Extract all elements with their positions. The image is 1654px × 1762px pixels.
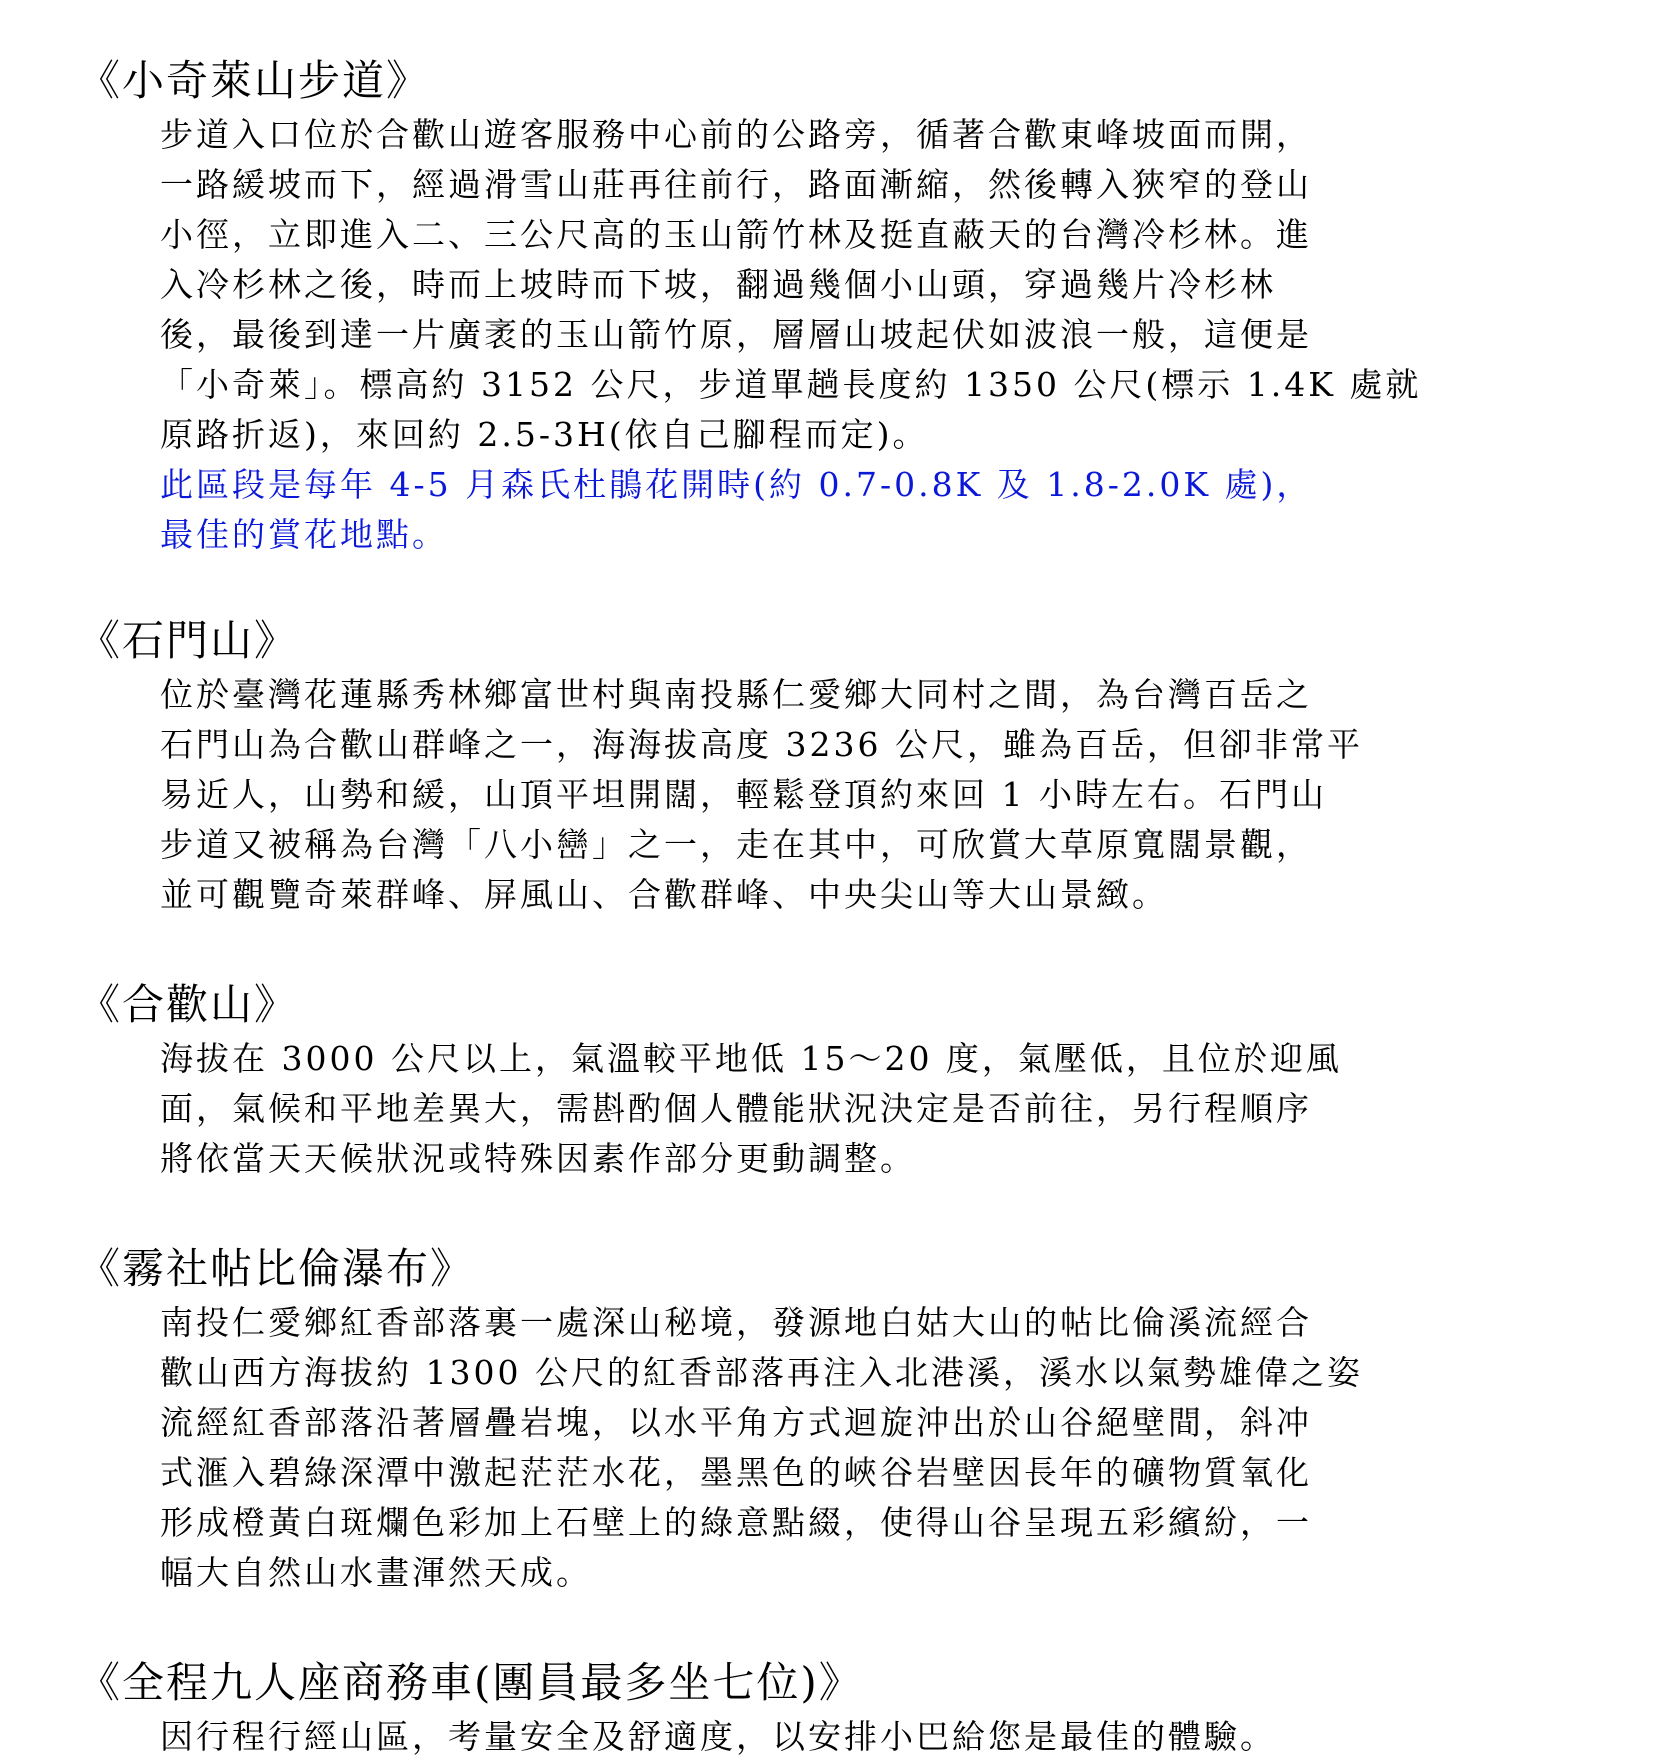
section-business-van [78, 1654, 1578, 1762]
section-spacer [78, 920, 1578, 976]
section-title: 《石門山》 [78, 616, 299, 665]
paragraph-line: 式滙入碧綠深潭中激起茫茫水花，墨黑色的峽谷岩壁因長年的礦物質氧化 [160, 1453, 1312, 1492]
paragraph-line: 步道又被稱為台灣「八小巒」之一，走在其中，可欣賞大草原寬闊景觀， [160, 825, 1312, 864]
section-spacer [78, 1184, 1578, 1240]
paragraph-line: 小徑，立即進入二、三公尺高的玉山箭竹林及挺直蔽天的台灣冷杉林。進 [160, 215, 1312, 254]
paragraph-line: 一路緩坡而下，經過滑雪山莊再往前行，路面漸縮，然後轉入狹窄的登山 [160, 165, 1312, 204]
section-body [160, 110, 1578, 560]
document-page [78, 52, 1578, 1762]
paragraph-line: 歡山西方海拔約 1300 公尺的紅香部落再注入北港溪，溪水以氣勢雄偉之姿 [160, 1353, 1363, 1392]
section-title: 《小奇萊山步道》 [78, 56, 431, 105]
paragraph-line: 石門山為合歡山群峰之一，海海拔高度 3236 公尺，雖為百岳，但卻非常平 [160, 725, 1363, 764]
section-body [160, 1298, 1578, 1598]
section-hehuan-mountain [78, 976, 1578, 1184]
section-title: 《霧社帖比倫瀑布》 [78, 1244, 475, 1293]
paragraph-line: 形成橙黃白斑爛色彩加上石壁上的綠意點綴，使得山谷呈現五彩繽紛，一 [160, 1503, 1312, 1542]
paragraph-line: 南投仁愛鄉紅香部落裏一處深山秘境，發源地白姑大山的帖比倫溪流經合 [160, 1303, 1312, 1342]
section-body [160, 1712, 1578, 1762]
paragraph-line: 海拔在 3000 公尺以上，氣溫較平地低 15～20 度，氣壓低，且位於迎風 [160, 1039, 1342, 1078]
section-spacer [78, 560, 1578, 612]
paragraph-line: 步道入口位於合歡山遊客服務中心前的公路旁，循著合歡東峰坡面而開， [160, 115, 1312, 154]
section-spacer [78, 1598, 1578, 1654]
section-xiaoqilai-trail [78, 52, 1578, 560]
paragraph-line: 流經紅香部落沿著層疊岩塊，以水平角方式迴旋沖出於山谷絕壁間，斜冲 [160, 1403, 1312, 1442]
section-title: 《合歡山》 [78, 980, 299, 1029]
section-tiebilun-waterfall [78, 1240, 1578, 1598]
paragraph-line: 入冷杉林之後，時而上坡時而下坡，翻過幾個小山頭，穿過幾片冷杉林 [160, 265, 1276, 304]
paragraph-line: 並可觀覽奇萊群峰、屏風山、合歡群峰、中央尖山等大山景緻。 [160, 875, 1168, 914]
section-body [160, 670, 1578, 920]
paragraph-line: 「小奇萊」。標高約 3152 公尺，步道單趟長度約 1350 公尺(標示 1.4K 處就 [160, 365, 1422, 404]
highlight-line: 最佳的賞花地點。 [160, 515, 448, 554]
paragraph-line: 易近人，山勢和緩，山頂平坦開闊，輕鬆登頂約來回 1 小時左右。石門山 [160, 775, 1327, 814]
highlight-line: 此區段是每年 4-5 月森氏杜鵑花開時(約 0.7-0.8K 及 1.8-2.0K 處)， [160, 465, 1313, 504]
paragraph-line: 將依當天天候狀況或特殊因素作部分更動調整。 [160, 1139, 916, 1178]
paragraph-line: 原路折返)，來回約 2.5-3H(依自己腳程而定)。 [160, 415, 929, 454]
paragraph-line: 因行程行經山區，考量安全及舒適度，以安排小巴給您是最佳的體驗。 [160, 1717, 1276, 1756]
paragraph-line: 位於臺灣花蓮縣秀林鄉富世村與南投縣仁愛鄉大同村之間，為台灣百岳之 [160, 675, 1312, 714]
paragraph-line: 幅大自然山水畫渾然天成。 [160, 1553, 592, 1592]
section-title: 《全程九人座商務車(團員最多坐七位)》 [78, 1658, 863, 1707]
section-body [160, 1034, 1578, 1184]
section-shimen-mountain [78, 612, 1578, 920]
paragraph-line: 後，最後到達一片廣袤的玉山箭竹原，層層山坡起伏如波浪一般，這便是 [160, 315, 1312, 354]
paragraph-line: 面，氣候和平地差異大，需斟酌個人體能狀況決定是否前往，另行程順序 [160, 1089, 1312, 1128]
